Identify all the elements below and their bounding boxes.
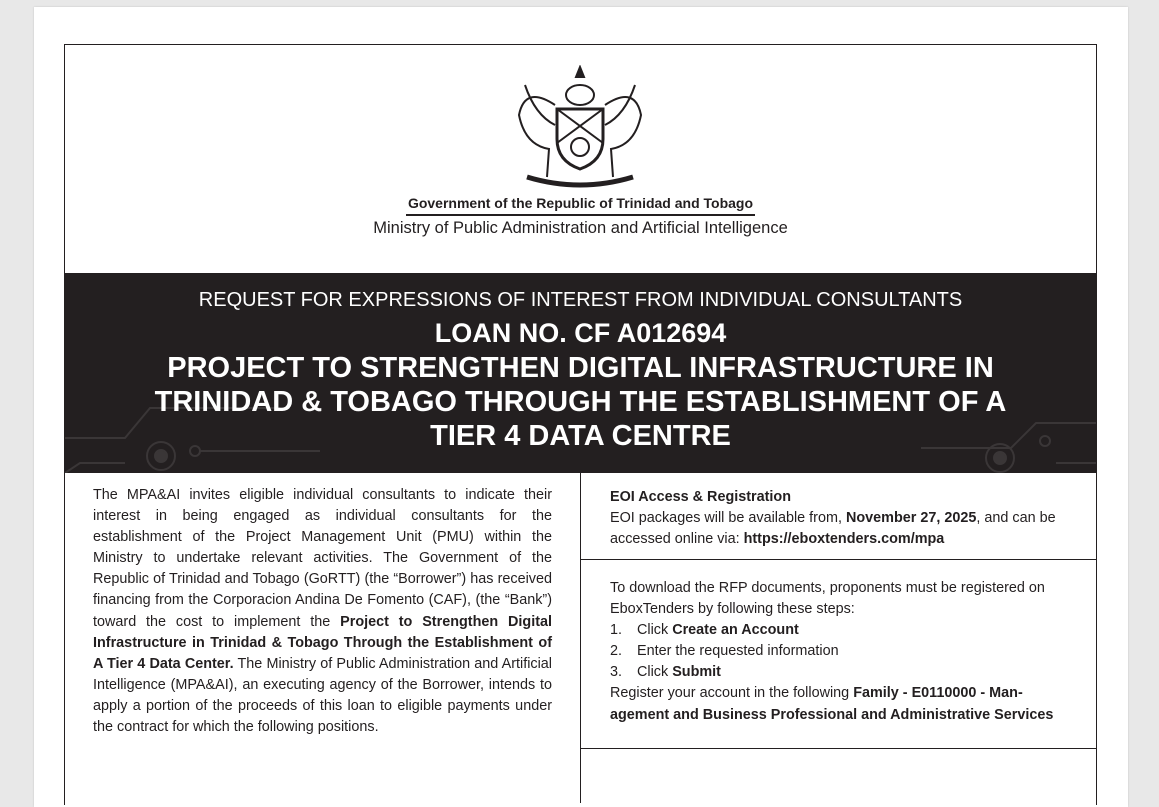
registration-steps: [610, 620, 1076, 683]
intro-column: [65, 473, 581, 803]
family-info: Register your account in the following Family - E0110000 - Management and Business Professional and Administrative Services: [610, 685, 1054, 723]
ministry-name: Ministry of Public Administration and Artificial Intelligence: [373, 219, 788, 237]
coat-of-arms-icon: [515, 65, 645, 191]
banner-subtitle: REQUEST FOR EXPRESSIONS OF INTEREST FROM INDIVIDUAL CONSULTANTS: [198, 289, 963, 311]
registration-section: [581, 560, 1096, 749]
step-item: 2. Enter the requested information: [610, 643, 839, 660]
eboxtenders-link[interactable]: https://eboxtenders.com/mpa: [743, 531, 945, 548]
info-column: [581, 473, 1096, 749]
letterhead: [65, 45, 1096, 273]
project-name: Project to Strengthen Digital Infrastructure in Trinidad & Tobago Through the Establishment of A Tier 4 Data Center.: [93, 613, 552, 672]
registration-intro: To download the RFP documents, proponents must be registered on EboxTenders by following these steps:: [610, 580, 1045, 618]
intro-paragraph: The MPA&AI invites eligible individual consultants to indicate their interest in being engaged as individual consultants for the establishment of the Project Management Unit (PMU) within the Ministry to undertake relevant activities. The Government of the Republic of Trinidad and Tobago (GoRTT) (the “Borrower”) has received financing from the Corporacion Andina De Fomento (CAF), (the “Bank”) toward the cost to implement the Project to Strengthen Digital Infrastructure in Trinidad & Tobago Through the Establishment of A Tier 4 Data Center. The Ministry of Public Administration and Artificial Intelligence (MPA&AI), an executing agency of the Borrower, intends to apply a portion of the proceeds of this loan to eligible payments under the contract for which the following positions.: [93, 487, 552, 736]
project-title: PROJECT TO STRENGTHEN DIGITAL INFRASTRUCTURE IN TRINIDAD & TOBAGO THROUGH THE ESTABLISHMENT OF A TIER 4 DATA CENTRE: [154, 352, 1007, 452]
loan-number: LOAN NO. CF A012694: [434, 318, 727, 348]
section-heading: EOI Access & Registration: [610, 489, 792, 505]
availability-date: November 27, 2025: [845, 510, 977, 527]
government-name: Government of the Republic of Trinidad and Tobago: [406, 195, 755, 216]
step-item: 1. Click Create an Account: [610, 622, 799, 639]
step-item: 3. Click Submit: [610, 664, 721, 681]
family-code: Family - E0110000 - Management and Business Professional and Administrative Services: [610, 685, 1054, 723]
document-page: [34, 7, 1128, 807]
title-banner: [65, 273, 1096, 473]
notice-frame: [64, 44, 1097, 805]
eoi-access-section: EOI Access & Registration EOI packages will be available from, November 27, 2025, and can be accessed online via: https://eboxtenders.com/mpa: [581, 473, 1096, 560]
